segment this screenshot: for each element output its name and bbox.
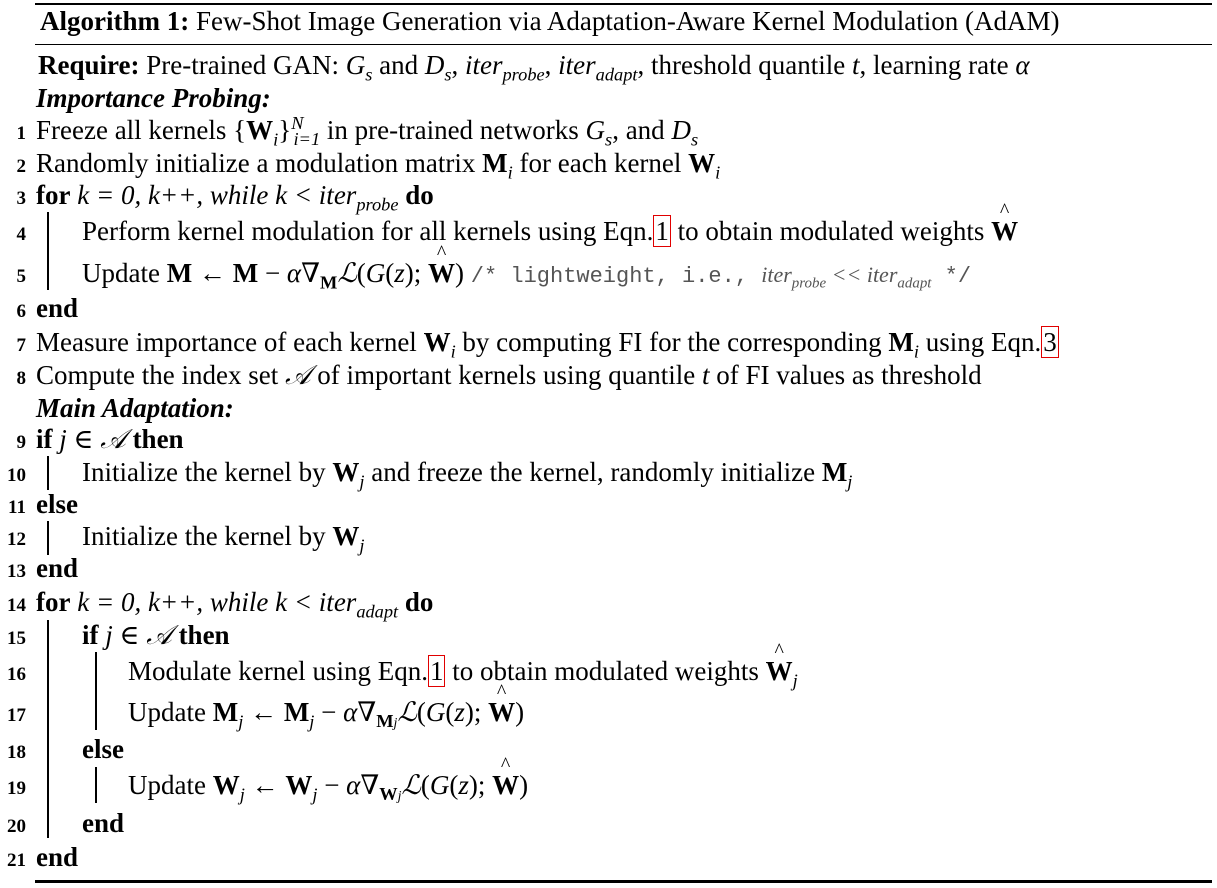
caption-rule	[35, 44, 1212, 45]
line-number: 8	[16, 368, 26, 389]
line-number: 19	[7, 778, 26, 799]
block-bar	[47, 521, 49, 555]
require-label: Require:	[38, 50, 140, 80]
top-rule	[35, 3, 1212, 5]
line-number: 17	[7, 705, 26, 726]
line-number: 2	[16, 156, 26, 177]
line-number: 12	[7, 529, 26, 550]
line-number: 5	[16, 266, 26, 287]
line-number: 18	[7, 742, 26, 763]
caption-label: Algorithm 1:	[40, 6, 190, 36]
block-bar	[95, 767, 97, 803]
line-number: 4	[16, 224, 26, 245]
line-number: 16	[7, 664, 26, 685]
algorithm-caption	[40, 6, 1060, 37]
line-number: 9	[16, 432, 26, 453]
block-bar	[47, 620, 49, 838]
block-bar	[95, 652, 97, 730]
line-number: 10	[7, 465, 26, 486]
line-number: 14	[7, 595, 26, 616]
line-number: 20	[7, 816, 26, 837]
equation-reference-link[interactable]: 1	[655, 216, 669, 246]
caption-title: Few-Shot Image Generation via Adaptation-Aware Kernel Modulation (AdAM)	[195, 6, 1060, 36]
line-number: 13	[7, 561, 26, 582]
line-number: 21	[7, 850, 26, 871]
line-number: 15	[7, 628, 26, 649]
block-bar	[47, 456, 49, 490]
line-number: 7	[16, 335, 26, 356]
line-number: 1	[16, 123, 26, 144]
equation-reference-link[interactable]: 3	[1043, 327, 1057, 357]
equation-reference-link[interactable]: 1	[429, 656, 444, 686]
line-number: 3	[16, 188, 26, 209]
block-bar	[47, 212, 49, 290]
bottom-rule	[35, 880, 1212, 883]
line-number: 11	[8, 497, 26, 518]
line-number: 6	[16, 301, 26, 322]
